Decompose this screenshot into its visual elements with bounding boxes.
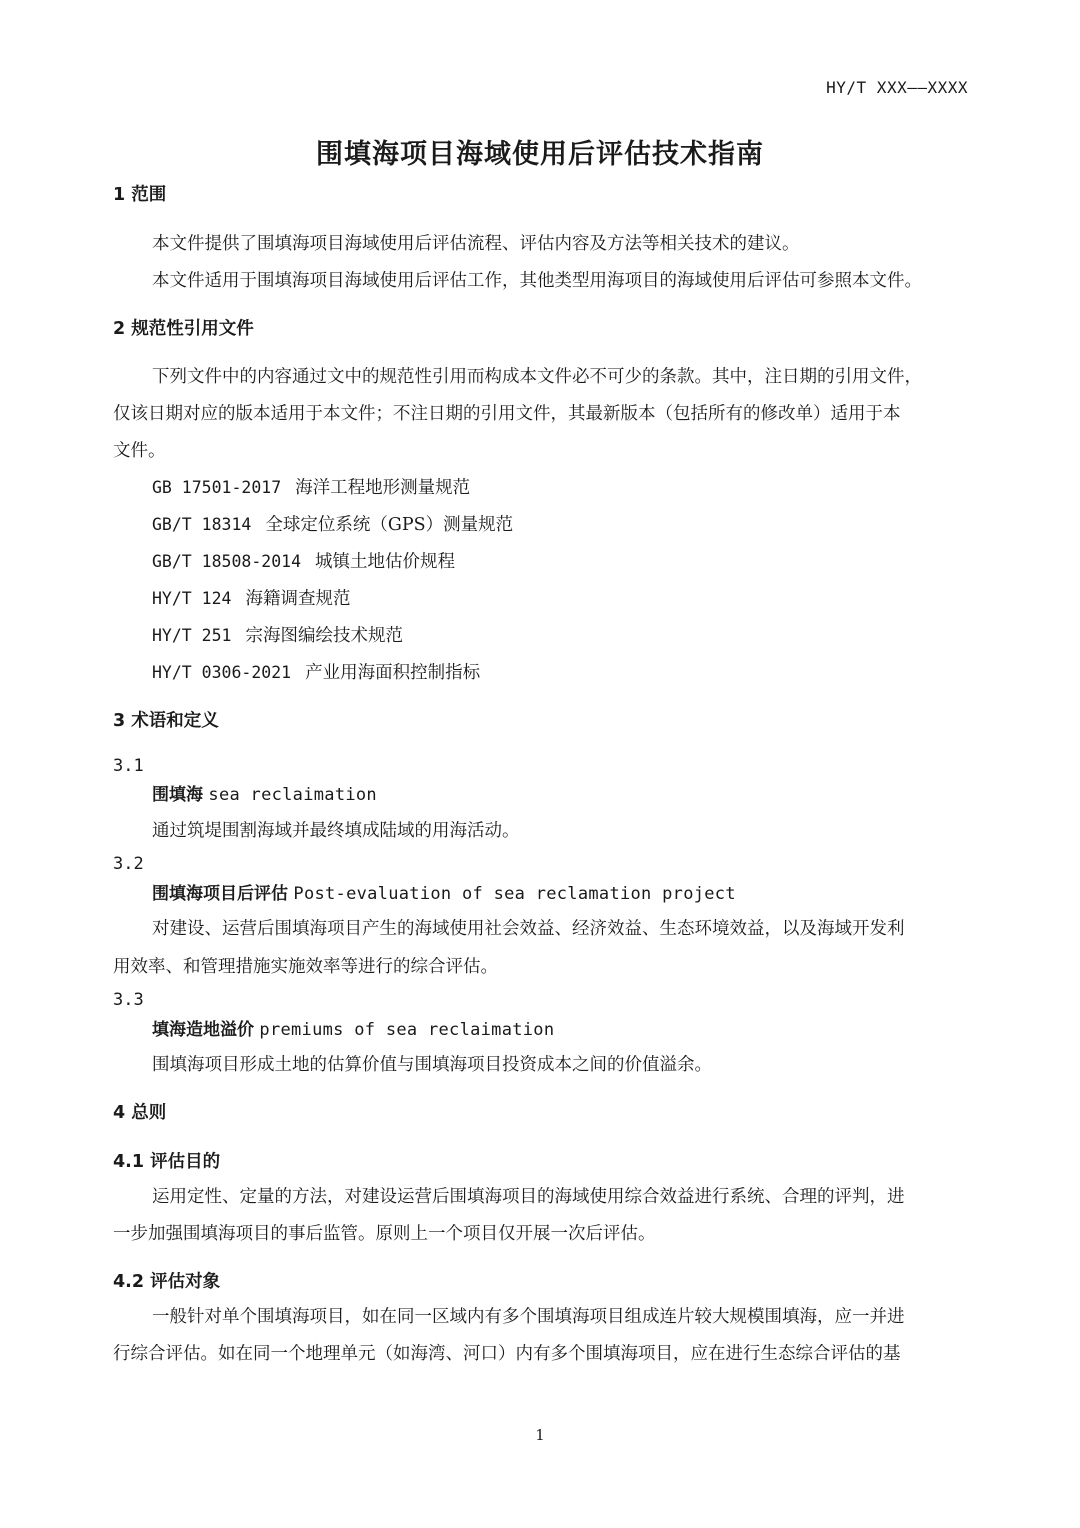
- paragraph-line: 一般针对单个围填海项目，如在同一区域内有多个围填海项目组成连片较大规模围填海，应一并进: [152, 1307, 905, 1327]
- term-definition: 用效率、和管理措施实施效率等进行的综合评估。: [113, 957, 498, 977]
- term-number: 3.2: [113, 854, 144, 874]
- reference-item: [152, 548, 455, 573]
- term-en: premiums of sea reclaimation: [259, 1020, 555, 1040]
- term-entry: [152, 1015, 554, 1040]
- subsection-heading-purpose: 4.1 评估目的: [113, 1152, 221, 1172]
- reference-name: 全球定位系统（GPS）测量规范: [265, 515, 514, 535]
- reference-item: [152, 511, 513, 536]
- term-definition: 通过筑堤围割海域并最终填成陆域的用海活动。: [152, 821, 520, 841]
- subsection-heading-object: 4.2 评估对象: [113, 1272, 221, 1292]
- reference-item: [152, 659, 480, 684]
- paragraph: 本文件提供了围填海项目海域使用后评估流程、评估内容及方法等相关技术的建议。: [152, 234, 800, 254]
- term-number: 3.1: [113, 756, 144, 776]
- term-entry: [152, 780, 377, 805]
- reference-item: [152, 585, 350, 610]
- page-title: 围填海项目海域使用后评估技术指南: [316, 139, 764, 170]
- reference-item: [152, 622, 403, 647]
- term-cn: 填海造地溢价: [152, 1020, 254, 1040]
- reference-code: HY/T 0306-2021: [152, 663, 292, 682]
- term-definition: 围填海项目形成土地的估算价值与围填海项目投资成本之间的价值溢余。: [152, 1055, 712, 1075]
- term-number: 3.3: [113, 990, 144, 1010]
- section-heading-terms: 3 术语和定义: [113, 711, 219, 731]
- term-definition: 对建设、运营后围填海项目产生的海域使用社会效益、经济效益、生态环境效益，以及海域开发利: [152, 919, 905, 939]
- paragraph-line: 运用定性、定量的方法，对建设运营后围填海项目的海域使用综合效益进行系统、合理的评判，进: [152, 1187, 905, 1207]
- term-entry: [152, 879, 736, 904]
- reference-code: GB 17501-2017: [152, 478, 282, 497]
- paragraph-line: 文件。: [113, 441, 166, 461]
- reference-name: 城镇土地估价规程: [315, 552, 456, 572]
- reference-code: GB/T 18508-2014: [152, 552, 302, 571]
- term-en: Post-evaluation of sea reclamation project: [293, 884, 736, 904]
- section-heading-references: 2 规范性引用文件: [113, 319, 254, 339]
- reference-code: HY/T 251: [152, 626, 232, 645]
- reference-name: 海籍调查规范: [245, 589, 351, 609]
- reference-name: 宗海图编绘技术规范: [245, 626, 403, 646]
- reference-code: HY/T 124: [152, 589, 232, 608]
- paragraph-line: 下列文件中的内容通过文中的规范性引用而构成本文件必不可少的条款。其中，注日期的引用文件，: [152, 367, 922, 387]
- paragraph-line: 行综合评估。如在同一个地理单元（如海湾、河口）内有多个围填海项目，应在进行生态综合评估的基: [113, 1344, 901, 1364]
- reference-name: 产业用海面积控制指标: [305, 663, 481, 683]
- paragraph: 本文件适用于围填海项目海域使用后评估工作，其他类型用海项目的海域使用后评估可参照本文件。: [152, 271, 922, 291]
- paragraph-line: 仅该日期对应的版本适用于本文件；不注日期的引用文件，其最新版本（包括所有的修改单）适用于本: [113, 404, 901, 424]
- document-code: HY/T XXX——XXXX: [826, 78, 968, 97]
- section-heading-general: 4 总则: [113, 1103, 167, 1123]
- reference-code: GB/T 18314: [152, 515, 252, 534]
- reference-item: [152, 474, 470, 499]
- section-heading-scope: 1 范围: [113, 185, 167, 205]
- term-en: sea reclaimation: [208, 785, 377, 805]
- term-cn: 围填海: [152, 785, 203, 805]
- term-cn: 围填海项目后评估: [152, 884, 288, 904]
- page-number: 1: [535, 1426, 545, 1444]
- paragraph-line: 一步加强围填海项目的事后监管。原则上一个项目仅开展一次后评估。: [113, 1224, 656, 1244]
- reference-name: 海洋工程地形测量规范: [295, 478, 471, 498]
